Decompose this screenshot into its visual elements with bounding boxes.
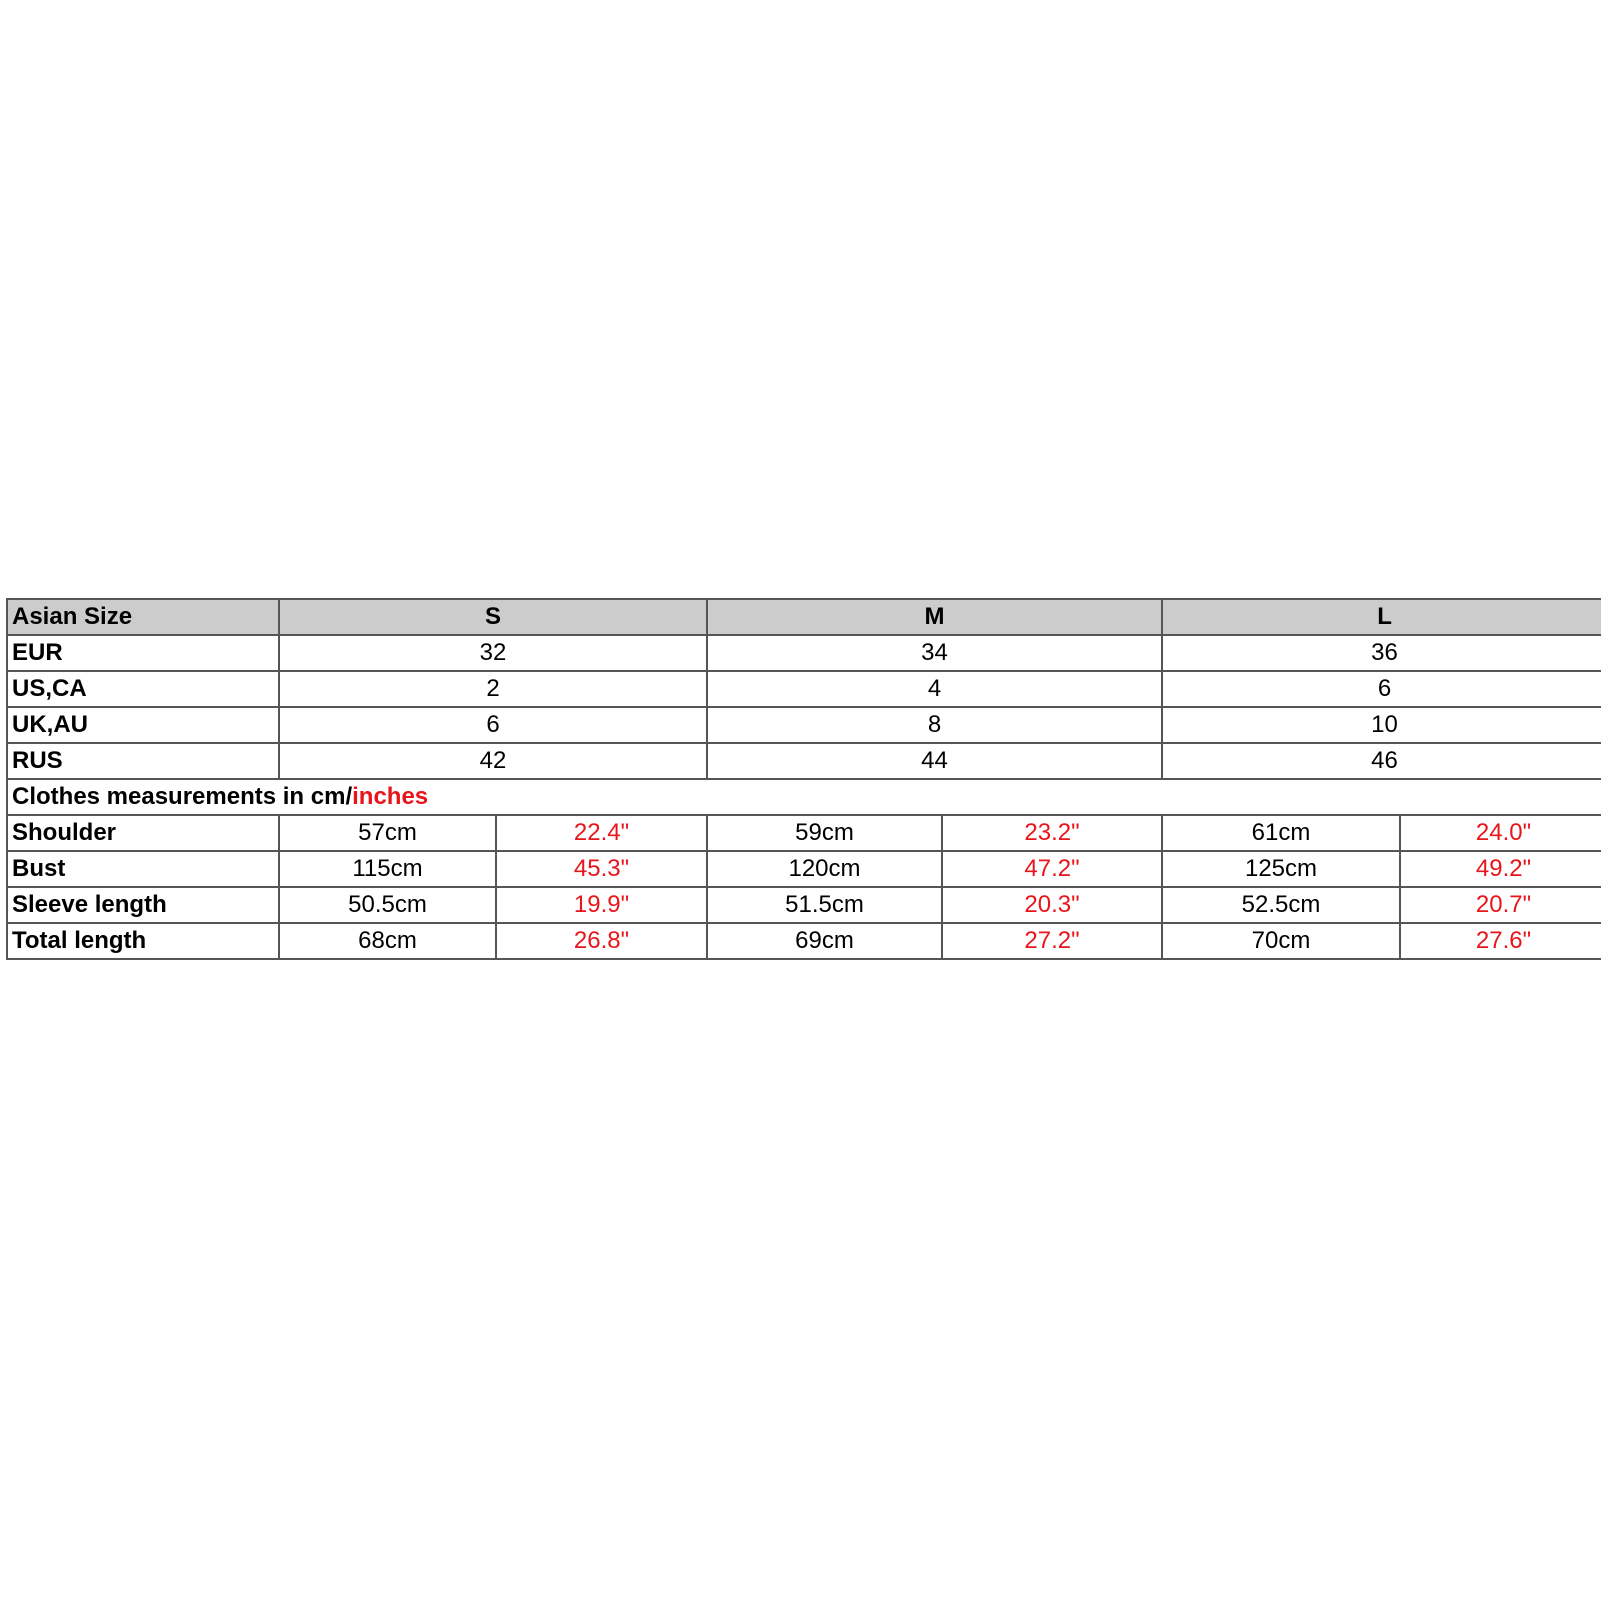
size-value: 6	[279, 707, 707, 743]
row-label: US,CA	[7, 671, 279, 707]
size-value: 36	[1162, 635, 1601, 671]
header-label: Asian Size	[7, 599, 279, 635]
size-value: 8	[707, 707, 1162, 743]
measurements-heading-row	[7, 779, 1601, 815]
row-label: Sleeve length	[7, 887, 279, 923]
conversion-row-us-ca	[7, 671, 1601, 707]
cm-value: 50.5cm	[279, 887, 496, 923]
size-value: 32	[279, 635, 707, 671]
size-header-row	[7, 599, 1601, 635]
cm-value: 115cm	[279, 851, 496, 887]
size-value: 42	[279, 743, 707, 779]
cm-value: 125cm	[1162, 851, 1400, 887]
row-label: Shoulder	[7, 815, 279, 851]
cm-value: 70cm	[1162, 923, 1400, 959]
inch-value: 47.2"	[942, 851, 1162, 887]
row-label: UK,AU	[7, 707, 279, 743]
size-value: 2	[279, 671, 707, 707]
inch-value: 26.8"	[496, 923, 707, 959]
cm-value: 51.5cm	[707, 887, 942, 923]
measurement-row-sleeve-length	[7, 887, 1601, 923]
measurement-row-total-length	[7, 923, 1601, 959]
inch-value: 27.6"	[1400, 923, 1601, 959]
measurements-heading-inches: inches	[352, 783, 429, 810]
inch-value: 20.3"	[942, 887, 1162, 923]
conversion-row-uk-au	[7, 707, 1601, 743]
inch-value: 19.9"	[496, 887, 707, 923]
size-value: 44	[707, 743, 1162, 779]
size-value: 46	[1162, 743, 1601, 779]
cm-value: 120cm	[707, 851, 942, 887]
inch-value: 20.7"	[1400, 887, 1601, 923]
cm-value: 69cm	[707, 923, 942, 959]
measurements-heading	[7, 779, 1601, 815]
cm-value: 52.5cm	[1162, 887, 1400, 923]
row-label: Bust	[7, 851, 279, 887]
conversion-row-eur	[7, 635, 1601, 671]
row-label: EUR	[7, 635, 279, 671]
inch-value: 49.2"	[1400, 851, 1601, 887]
size-chart-table	[6, 598, 1601, 960]
cm-value: 61cm	[1162, 815, 1400, 851]
cm-value: 59cm	[707, 815, 942, 851]
cm-value: 57cm	[279, 815, 496, 851]
inch-value: 45.3"	[496, 851, 707, 887]
measurement-row-bust	[7, 851, 1601, 887]
size-l-header: L	[1162, 599, 1601, 635]
row-label: RUS	[7, 743, 279, 779]
size-value: 6	[1162, 671, 1601, 707]
size-s-header: S	[279, 599, 707, 635]
inch-value: 27.2"	[942, 923, 1162, 959]
size-value: 34	[707, 635, 1162, 671]
inch-value: 22.4"	[496, 815, 707, 851]
size-value: 10	[1162, 707, 1601, 743]
measurements-heading-prefix: Clothes measurements in cm/	[12, 783, 353, 810]
conversion-row-rus	[7, 743, 1601, 779]
row-label: Total length	[7, 923, 279, 959]
cm-value: 68cm	[279, 923, 496, 959]
measurement-row-shoulder	[7, 815, 1601, 851]
inch-value: 23.2"	[942, 815, 1162, 851]
inch-value: 24.0"	[1400, 815, 1601, 851]
size-m-header: M	[707, 599, 1162, 635]
size-value: 4	[707, 671, 1162, 707]
